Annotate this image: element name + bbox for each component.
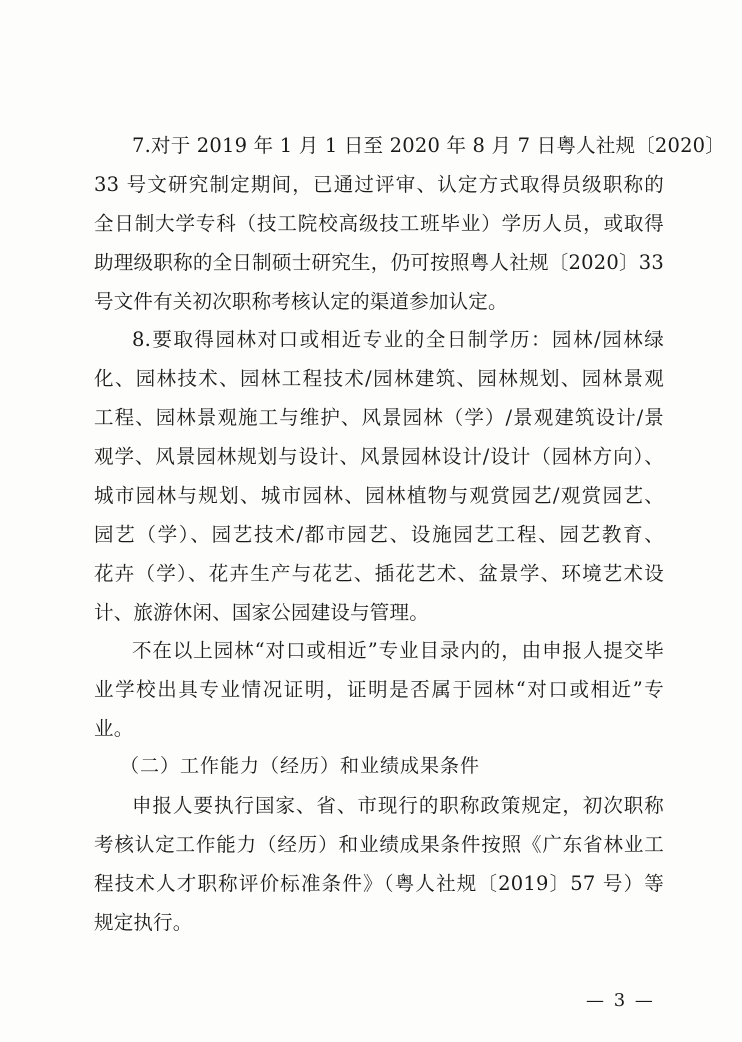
- ability-paragraph-line-2: 考核认定工作能力（经历）和业绩成果条件按照《广东省林业工: [94, 833, 664, 856]
- ability-paragraph-line-4: 规定执行。: [94, 911, 193, 934]
- paragraph-7-line-2: 33 号文研究制定期间，已通过评审、认定方式取得员级职称的: [94, 173, 664, 196]
- note-paragraph-line-1: 不在以上园林“对口或相近”专业目录内的，由申报人提交毕: [132, 639, 664, 662]
- paragraph-8-line-5: 城市园林与规划、城市园林、园林植物与观赏园艺/观赏园艺、: [94, 484, 664, 507]
- paragraph-8-line-3: 工程、园林景观施工与维护、风景园林（学）/景观建筑设计/景: [94, 406, 664, 429]
- paragraph-8-line-7: 花卉（学）、花卉生产与花艺、插花艺术、盆景学、环境艺术设: [94, 562, 664, 585]
- paragraph-8-line-2: 化、园林技术、园林工程技术/园林建筑、园林规划、园林景观: [94, 367, 664, 390]
- paragraph-7-line-5: 号文件有关初次职称考核认定的渠道参加认定。: [94, 290, 508, 313]
- paragraph-7-line-4: 助理级职称的全日制硕士研究生，仍可按照粤人社规〔2020〕33: [94, 251, 664, 274]
- paragraph-8-line-1: 8.要取得园林对口或相近专业的全日制学历：园林/园林绿: [132, 328, 664, 351]
- paragraph-7-line-3: 全日制大学专科（技工院校高级技工班毕业）学历人员，或取得: [94, 212, 664, 235]
- note-paragraph-line-2: 业学校出具专业情况证明，证明是否属于园林“对口或相近”专: [94, 678, 664, 701]
- paragraph-8-line-4: 观学、风景园林规划与设计、风景园林设计/设计（园林方向）、: [94, 445, 664, 468]
- ability-paragraph-line-3: 程技术人才职称评价标准条件》（粤人社规〔2019〕57 号）等: [94, 872, 664, 895]
- paragraph-7-line-1: 7.对于 2019 年 1 月 1 日至 2020 年 8 月 7 日粤人社规〔2020〕: [132, 134, 725, 157]
- paragraph-8-line-8: 计、旅游休闲、国家公园建设与管理。: [94, 601, 429, 624]
- section-heading: （二）工作能力（经历）和业绩成果条件: [120, 755, 481, 777]
- paragraph-8-line-6: 园艺（学）、园艺技术/都市园艺、设施园艺工程、园艺教育、: [94, 523, 664, 546]
- ability-paragraph-line-1: 申报人要执行国家、省、市现行的职称政策规定，初次职称: [132, 794, 664, 817]
- note-paragraph-line-3: 业。: [94, 717, 134, 740]
- page-number: — 3 —: [586, 990, 655, 1011]
